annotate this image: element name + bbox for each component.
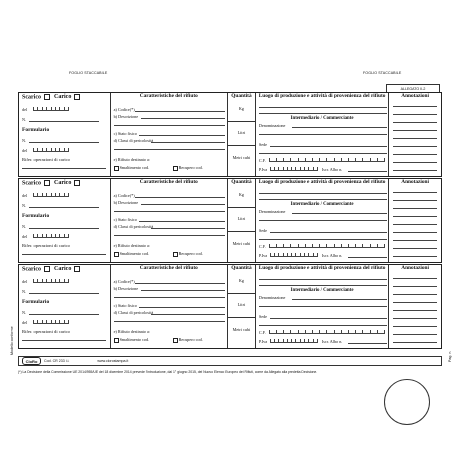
notes-header: Annotazioni [401,179,429,185]
company-name-label: Denominazione [258,209,286,214]
notes-line[interactable] [393,318,437,319]
quantity-header: Quantità [231,265,252,271]
physical-state-label: c) Stato fisico [113,303,137,308]
address-field-2[interactable] [259,325,387,326]
tax-code-label: C.F. [258,244,266,249]
disposal-label: Smaltimento cod. [119,251,150,256]
address-label: Sede [258,314,268,319]
date-field[interactable] [33,193,69,197]
attachment-label: ALLEGATO II-2 [386,84,440,93]
unload-label: Scarico [22,94,41,101]
company-name-field-2[interactable] [259,220,387,221]
disposal-label: Smaltimento cod. [119,165,150,170]
vat-label: P.Iva [258,167,268,172]
detachable-sheet-label-left: FOGLIO STACCABILE [69,71,108,75]
notes-line[interactable] [393,256,437,257]
binder-hole [384,379,430,425]
company-name-label: Denominazione [258,123,286,128]
load-operations-ref-label: Rifer. operazioni di carico [22,329,70,334]
load-operations-ref-field[interactable] [22,254,106,255]
hazard-classes-field[interactable] [151,228,225,229]
company-name-field-2[interactable] [259,306,387,307]
notes-line[interactable] [393,286,437,287]
load-label: Carico [54,180,72,187]
origin-column [256,93,389,176]
form-number-field[interactable] [29,228,99,229]
description-field-2[interactable] [114,297,225,298]
hazard-classes-field[interactable] [151,314,225,315]
unload-checkbox[interactable] [44,180,50,186]
vat-field[interactable] [270,253,318,257]
number-label: N. [22,203,27,208]
code-field[interactable] [135,283,225,284]
hazard-classes-field[interactable] [151,142,225,143]
address-field[interactable] [270,318,387,319]
origin-header: Luogo di produzione e attività di provenienza del rifiuto [258,93,386,99]
origin-field-2[interactable] [259,113,387,114]
form-date-field[interactable] [33,320,69,324]
origin-field-2[interactable] [259,285,387,286]
register-entry [18,92,442,177]
hazard-classes-label: d) Classi di pericolosità [113,224,154,229]
origin-header: Luogo di produzione e attività di provenienza del rifiuto [258,265,386,271]
vat-label: P.Iva [258,253,268,258]
load-unload-column [19,265,111,348]
form-label: Formulario [22,127,50,133]
unload-checkbox[interactable] [44,94,50,100]
form-date-label: del [22,148,28,153]
number-field[interactable] [29,293,99,294]
publisher-logo: CloRo [22,357,41,365]
tax-code-label: C.F. [258,330,266,335]
tax-code-field[interactable] [269,330,385,334]
unload-label: Scarico [22,266,41,273]
page-number-label: Pag. n. [448,350,452,362]
notes-line[interactable] [393,342,437,343]
physical-state-field[interactable] [139,307,225,308]
vat-label: P.Iva [258,339,268,344]
form-label: Formulario [22,299,50,305]
form-number-label: N. [22,224,27,229]
waste-characteristics-header: Caratteristiche del rifiuto [139,179,198,185]
publisher-website: www.clorostampa.it [97,359,129,363]
notes-column [389,179,441,262]
tax-code-field[interactable] [269,158,385,162]
date-label: del [22,279,28,284]
notes-line[interactable] [393,200,437,201]
liters-label: Litri [237,130,246,135]
form-number-field[interactable] [29,314,99,315]
origin-field-1[interactable] [259,107,387,108]
company-name-label: Denominazione [258,295,286,300]
registry-label: Iscr. Albo n. [321,167,343,172]
load-label: Carico [54,94,72,101]
notes-line[interactable] [393,240,437,241]
cubic-meters-label: Metri cubi [232,155,251,160]
physical-state-field[interactable] [139,221,225,222]
notes-line[interactable] [393,334,437,335]
origin-header: Luogo di produzione e attività di provenienza del rifiuto [258,179,386,185]
date-label: del [22,107,28,112]
description-field-2[interactable] [114,125,225,126]
company-name-field-2[interactable] [259,134,387,135]
notes-line[interactable] [393,232,437,233]
disposal-checkbox[interactable] [114,166,119,171]
hazard-classes-label: d) Classi di pericolosità [113,138,154,143]
form-label: Formulario [22,213,50,219]
vat-field[interactable] [270,167,318,171]
form-number-label: N. [22,138,27,143]
quantity-header: Quantità [231,93,252,99]
company-name-field[interactable] [292,299,387,300]
address-label: Sede [258,228,268,233]
physical-state-label: c) Stato fisico [113,217,137,222]
notes-line[interactable] [393,122,437,123]
destination-label: e) Rifiuto destinato a: [113,329,150,334]
unload-checkbox[interactable] [44,266,50,272]
recovery-label: Recupero cod. [178,337,203,342]
load-checkbox[interactable] [74,94,80,100]
quantity-column [228,93,256,176]
number-label: N. [22,117,27,122]
notes-line[interactable] [393,224,437,225]
liters-label: Litri [237,302,246,307]
form-date-field[interactable] [33,148,69,152]
load-checkbox[interactable] [74,180,80,186]
notes-line[interactable] [393,154,437,155]
kg-label: Kg [238,106,244,111]
waste-characteristics-column [111,179,228,262]
notes-line[interactable] [393,302,437,303]
address-field[interactable] [270,232,387,233]
register-entry [18,264,442,349]
load-operations-ref-field[interactable] [22,168,106,169]
hazard-classes-label: d) Classi di pericolosità [113,310,154,315]
description-field[interactable] [141,290,225,291]
register-entry [18,178,442,263]
form-date-label: del [22,320,28,325]
load-operations-ref-field[interactable] [22,340,106,341]
recovery-checkbox[interactable] [173,166,178,171]
notes-line[interactable] [393,106,437,107]
notes-header: Annotazioni [401,93,429,99]
notes-line[interactable] [393,192,437,193]
load-label: Carico [54,266,72,273]
recovery-checkbox[interactable] [173,338,178,343]
physical-state-field[interactable] [139,135,225,136]
registry-label: Iscr. Albo n. [321,339,343,344]
disposal-label: Smaltimento cod. [119,337,150,342]
code-label: a) Codice(*) [113,279,135,284]
number-field[interactable] [29,207,99,208]
origin-field-1[interactable] [259,279,387,280]
notes-column [389,93,441,176]
origin-field-2[interactable] [259,199,387,200]
notes-line[interactable] [393,326,437,327]
waste-characteristics-header: Caratteristiche del rifiuto [139,93,198,99]
kg-label: Kg [238,192,244,197]
form-date-field[interactable] [33,234,69,238]
notes-line[interactable] [393,278,437,279]
load-operations-ref-label: Rifer. operazioni di carico [22,243,70,248]
address-field-2[interactable] [259,239,387,240]
address-field[interactable] [270,146,387,147]
origin-column [256,265,389,348]
date-field[interactable] [33,107,69,111]
tax-code-label: C.F. [258,158,266,163]
description-field[interactable] [141,118,225,119]
notes-line[interactable] [393,138,437,139]
notes-line[interactable] [393,170,437,171]
description-field-2[interactable] [114,211,225,212]
notes-line[interactable] [393,130,437,131]
vat-field[interactable] [270,339,318,343]
recovery-checkbox[interactable] [173,252,178,257]
date-label: del [22,193,28,198]
load-checkbox[interactable] [74,266,80,272]
disposal-checkbox[interactable] [114,338,119,343]
registry-label: Iscr. Albo n. [321,253,343,258]
physical-state-label: c) Stato fisico [113,131,137,136]
load-unload-column [19,93,111,176]
tax-code-field[interactable] [269,244,385,248]
load-operations-ref-label: Rifer. operazioni di carico [22,157,70,162]
hazard-classes-field-2[interactable] [114,235,225,236]
date-field[interactable] [33,279,69,283]
form-number-label: N. [22,310,27,315]
intermediary-header: Intermediario / Commerciante [290,202,354,207]
footnote: (*) La Decisione della Commissione UE 2014/955/UE del 18 dicembre 2014 prevede l'introduzione, dal 1° giugno 2015, del Nuovo Elenco Europeo dei Rifiuti, come da Allegato alla predetta Decisione. [18,370,318,374]
quantity-header: Quantità [231,179,252,185]
waste-characteristics-column [111,265,228,348]
waste-characteristics-column [111,93,228,176]
waste-characteristics-header: Caratteristiche del rifiuto [139,265,198,271]
number-field[interactable] [29,121,99,122]
hazard-classes-field-2[interactable] [114,321,225,322]
intermediary-header: Intermediario / Commerciante [290,116,354,121]
notes-line[interactable] [393,162,437,163]
company-name-field[interactable] [292,127,387,128]
address-label: Sede [258,142,268,147]
form-date-label: del [22,234,28,239]
code-label: a) Codice(*) [113,193,135,198]
description-label: b) Descrizione [113,286,139,291]
notes-line[interactable] [393,208,437,209]
code-label: a) Codice(*) [113,107,135,112]
cubic-meters-label: Metri cubi [232,241,251,246]
footer-bar [18,356,442,366]
description-label: b) Descrizione [113,114,139,119]
notes-header: Annotazioni [401,265,429,271]
notes-line[interactable] [393,216,437,217]
registry-field[interactable] [348,171,387,172]
origin-field-1[interactable] [259,193,387,194]
product-code: Cod. CR 233 i.i. [44,359,70,363]
address-field-2[interactable] [259,153,387,154]
description-label: b) Descrizione [113,200,139,205]
registry-field[interactable] [348,257,387,258]
notes-column [389,265,441,348]
quantity-column [228,265,256,348]
number-label: N. [22,289,27,294]
recovery-label: Recupero cod. [178,251,203,256]
notes-line[interactable] [393,310,437,311]
code-field[interactable] [135,111,225,112]
recovery-label: Recupero cod. [178,165,203,170]
intermediary-header: Intermediario / Commerciante [290,288,354,293]
kg-label: Kg [238,278,244,283]
destination-label: e) Rifiuto destinato a: [113,243,150,248]
notes-line[interactable] [393,146,437,147]
notes-line[interactable] [393,294,437,295]
load-unload-column [19,179,111,262]
detachable-sheet-label-right: FOGLIO STACCABILE [363,71,402,75]
origin-column [256,179,389,262]
code-field[interactable] [135,197,225,198]
destination-label: e) Rifiuto destinato a: [113,157,150,162]
liters-label: Litri [237,216,246,221]
side-vertical-text: Modello conforme [10,326,14,355]
cubic-meters-label: Metri cubi [232,327,251,332]
unload-label: Scarico [22,180,41,187]
disposal-checkbox[interactable] [114,252,119,257]
form-number-field[interactable] [29,142,99,143]
notes-line[interactable] [393,114,437,115]
registry-field[interactable] [348,343,387,344]
company-name-field[interactable] [292,213,387,214]
hazard-classes-field-2[interactable] [114,149,225,150]
quantity-column [228,179,256,262]
notes-line[interactable] [393,248,437,249]
description-field[interactable] [141,204,225,205]
